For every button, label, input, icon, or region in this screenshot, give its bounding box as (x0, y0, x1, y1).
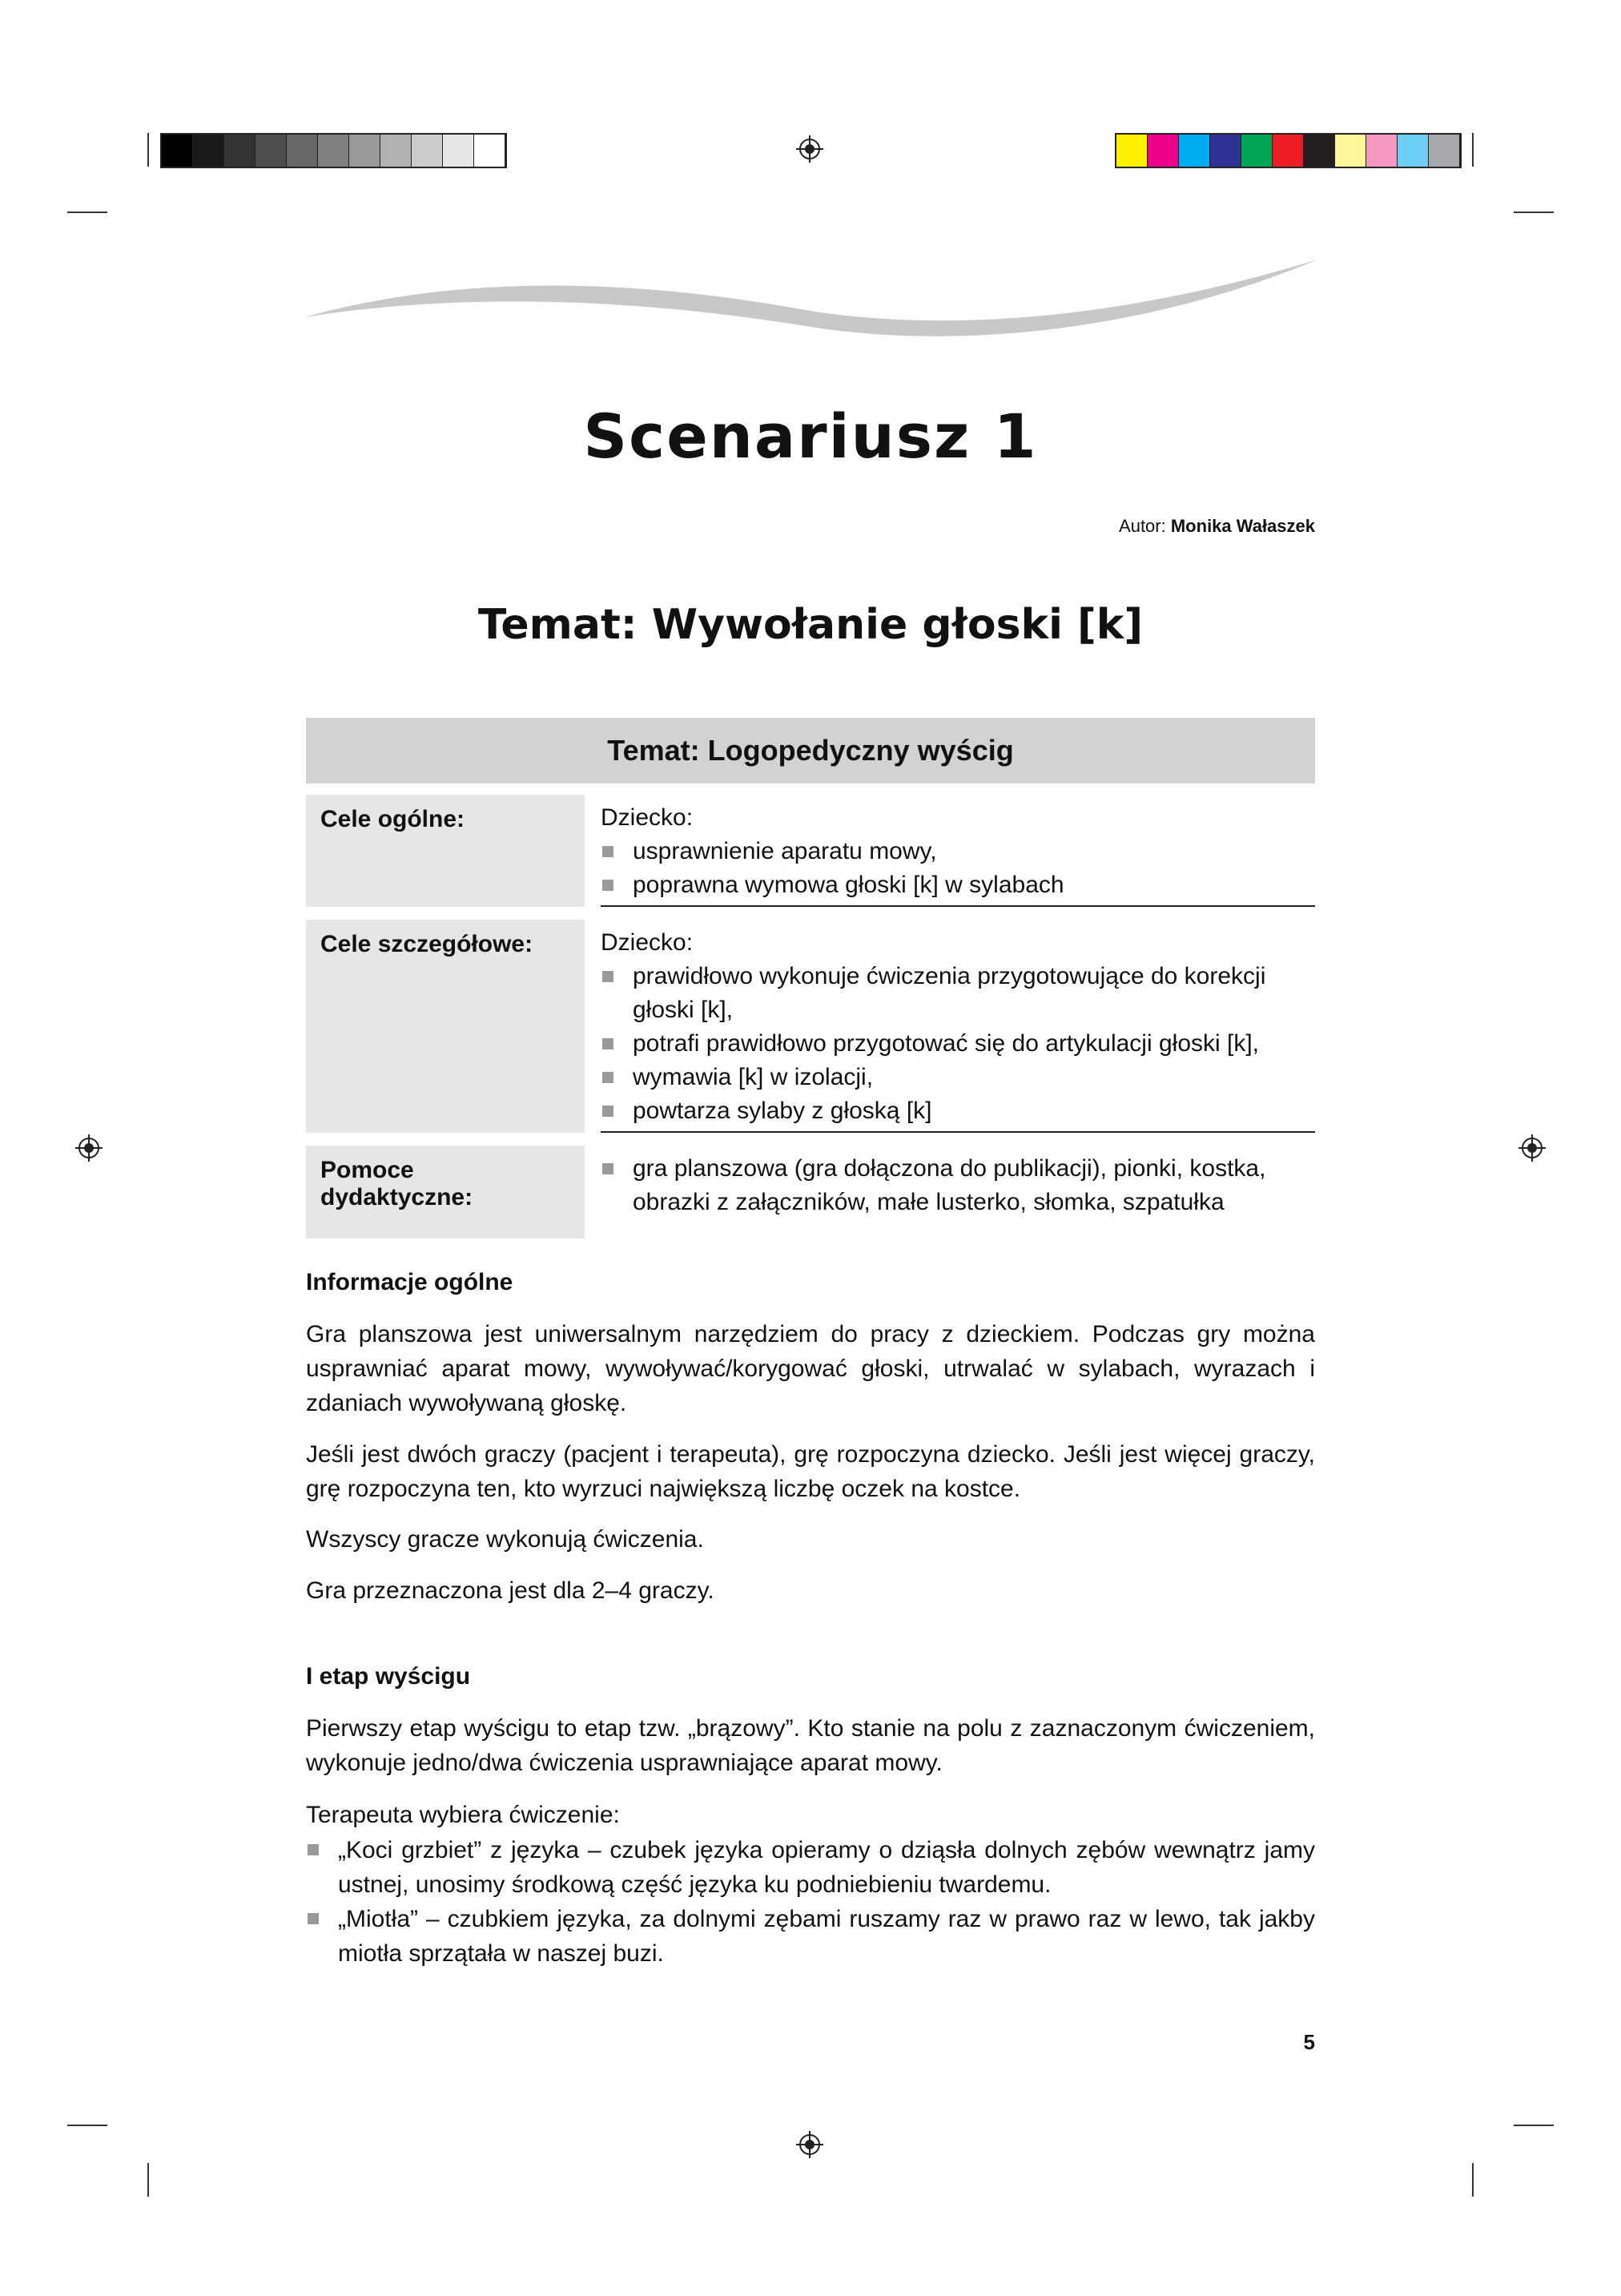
color-swatch (1210, 135, 1241, 167)
crop-mark (1472, 2163, 1474, 2197)
list-item: potrafi prawidłowo przygotować się do artykulacji głoski [k], (601, 1027, 1315, 1061)
table-row-specific-goals (306, 920, 1315, 1133)
row-divider (601, 905, 1315, 907)
crop-mark (1514, 211, 1554, 213)
color-calibration-strip (1115, 133, 1462, 168)
author-name: Monika Wałaszek (1170, 516, 1315, 536)
row-content (601, 795, 1315, 902)
table-row-teaching-aids (306, 1146, 1315, 1239)
color-swatch (1148, 135, 1179, 167)
section-heading-stage-one: I etap wyścigu (306, 1663, 471, 1690)
section-heading-general-info: Informacje ogólne (306, 1269, 513, 1295)
registration-mark-icon (1518, 1134, 1546, 1162)
row-intro: Dziecko: (601, 929, 694, 956)
color-swatch (255, 135, 287, 167)
color-swatch (193, 135, 224, 167)
list-item: „Miotła” – czubkiem języka, za dolnymi zębami ruszamy raz w prawo raz w lewo, tak jakby miotła sprzątała w naszej buzi. (306, 1902, 1315, 1971)
color-swatch (1398, 135, 1429, 167)
grayscale-calibration-strip (160, 133, 507, 168)
topic-heading: Temat: Wywołanie głoski [k] (477, 601, 1144, 649)
author-label: Autor: (1119, 516, 1166, 536)
color-swatch (1304, 135, 1335, 167)
color-swatch (1273, 135, 1304, 167)
row-label: Cele szczegółowe: (306, 920, 585, 1133)
list-item: poprawna wymowa głoski [k] w sylabach (601, 868, 1315, 902)
lesson-table (306, 718, 1315, 1215)
paragraph: Gra planszowa jest uniwersalnym narzędziem do pracy z dzieckiem. Podczas gry można usprawniać aparat mowy, wywoływać/korygować głoski, utrwalać w sylabach, wyrazach i zdaniach wywoływaną głoskę. (306, 1321, 1315, 1416)
list-item: powtarza sylaby z głoską [k] (601, 1094, 1315, 1128)
list-item: prawidłowo wykonuje ćwiczenia przygotowujące do korekcji głoski [k], (601, 960, 1315, 1027)
page-number: 5 (1303, 2030, 1315, 2054)
registration-mark-icon (796, 2131, 823, 2158)
paragraph: Wszyscy gracze wykonują ćwiczenia. (306, 1526, 704, 1553)
color-swatch (349, 135, 380, 167)
row-intro: Dziecko: (601, 804, 694, 831)
row-content (601, 920, 1315, 1128)
color-swatch (1179, 135, 1210, 167)
table-row-general-goals (306, 795, 1315, 907)
paragraph: Pierwszy etap wyścigu to etap tzw. „brązowy”. Kto stanie na polu z zaznaczonym ćwiczeniem, wykonuje jedno/dwa ćwiczenia usprawniające aparat mowy. (306, 1715, 1315, 1776)
color-swatch (474, 135, 505, 167)
registration-mark-icon (75, 1134, 103, 1162)
page-title: Scenariusz 1 (583, 401, 1038, 472)
decorative-swoosh (304, 256, 1321, 344)
paragraph: Terapeuta wybiera ćwiczenie: (306, 1802, 620, 1828)
color-swatch (162, 135, 193, 167)
list-item: „Koci grzbiet” z języka – czubek języka opieramy o dziąsła dolnych zębów wewnątrz jamy ustnej, unosimy środkową część języka ku podniebieniu twardemu. (306, 1833, 1315, 1902)
list-item: wymawia [k] w izolacji, (601, 1061, 1315, 1094)
color-swatch (1116, 135, 1148, 167)
list-item: gra planszowa (gra dołączona do publikacji), pionki, kostka, obrazki z załączników, małe lusterko, słomka, szpatułka (601, 1152, 1315, 1219)
color-swatch (443, 135, 474, 167)
author-line (1119, 516, 1315, 537)
color-swatch (412, 135, 443, 167)
table-header: Temat: Logopedyczny wyścig (306, 718, 1315, 783)
color-swatch (1366, 135, 1398, 167)
crop-mark (147, 2163, 149, 2197)
crop-mark (1514, 2125, 1554, 2126)
paragraph: Jeśli jest dwóch graczy (pacjent i terapeuta), grę rozpoczyna dziecko. Jeśli jest więcej graczy, grę rozpoczyna ten, kto wyrzuci największą liczbę oczek na kostce. (306, 1441, 1315, 1502)
paragraph: Gra przeznaczona jest dla 2–4 graczy. (306, 1577, 714, 1604)
crop-mark (1472, 133, 1474, 167)
color-swatch (224, 135, 255, 167)
color-swatch (1335, 135, 1366, 167)
row-label: Pomoce dydaktyczne: (306, 1146, 585, 1239)
color-swatch (318, 135, 349, 167)
color-swatch (1429, 135, 1460, 167)
list-item: usprawnienie aparatu mowy, (601, 835, 1315, 868)
registration-mark-icon (796, 135, 823, 163)
crop-mark (67, 211, 107, 213)
row-divider (601, 1131, 1315, 1133)
exercise-list (306, 1833, 1315, 1971)
crop-mark (147, 133, 149, 167)
row-label: Cele ogólne: (306, 795, 585, 907)
color-swatch (287, 135, 318, 167)
color-swatch (1241, 135, 1273, 167)
crop-mark (67, 2125, 107, 2126)
row-content (601, 1146, 1315, 1219)
color-swatch (380, 135, 412, 167)
